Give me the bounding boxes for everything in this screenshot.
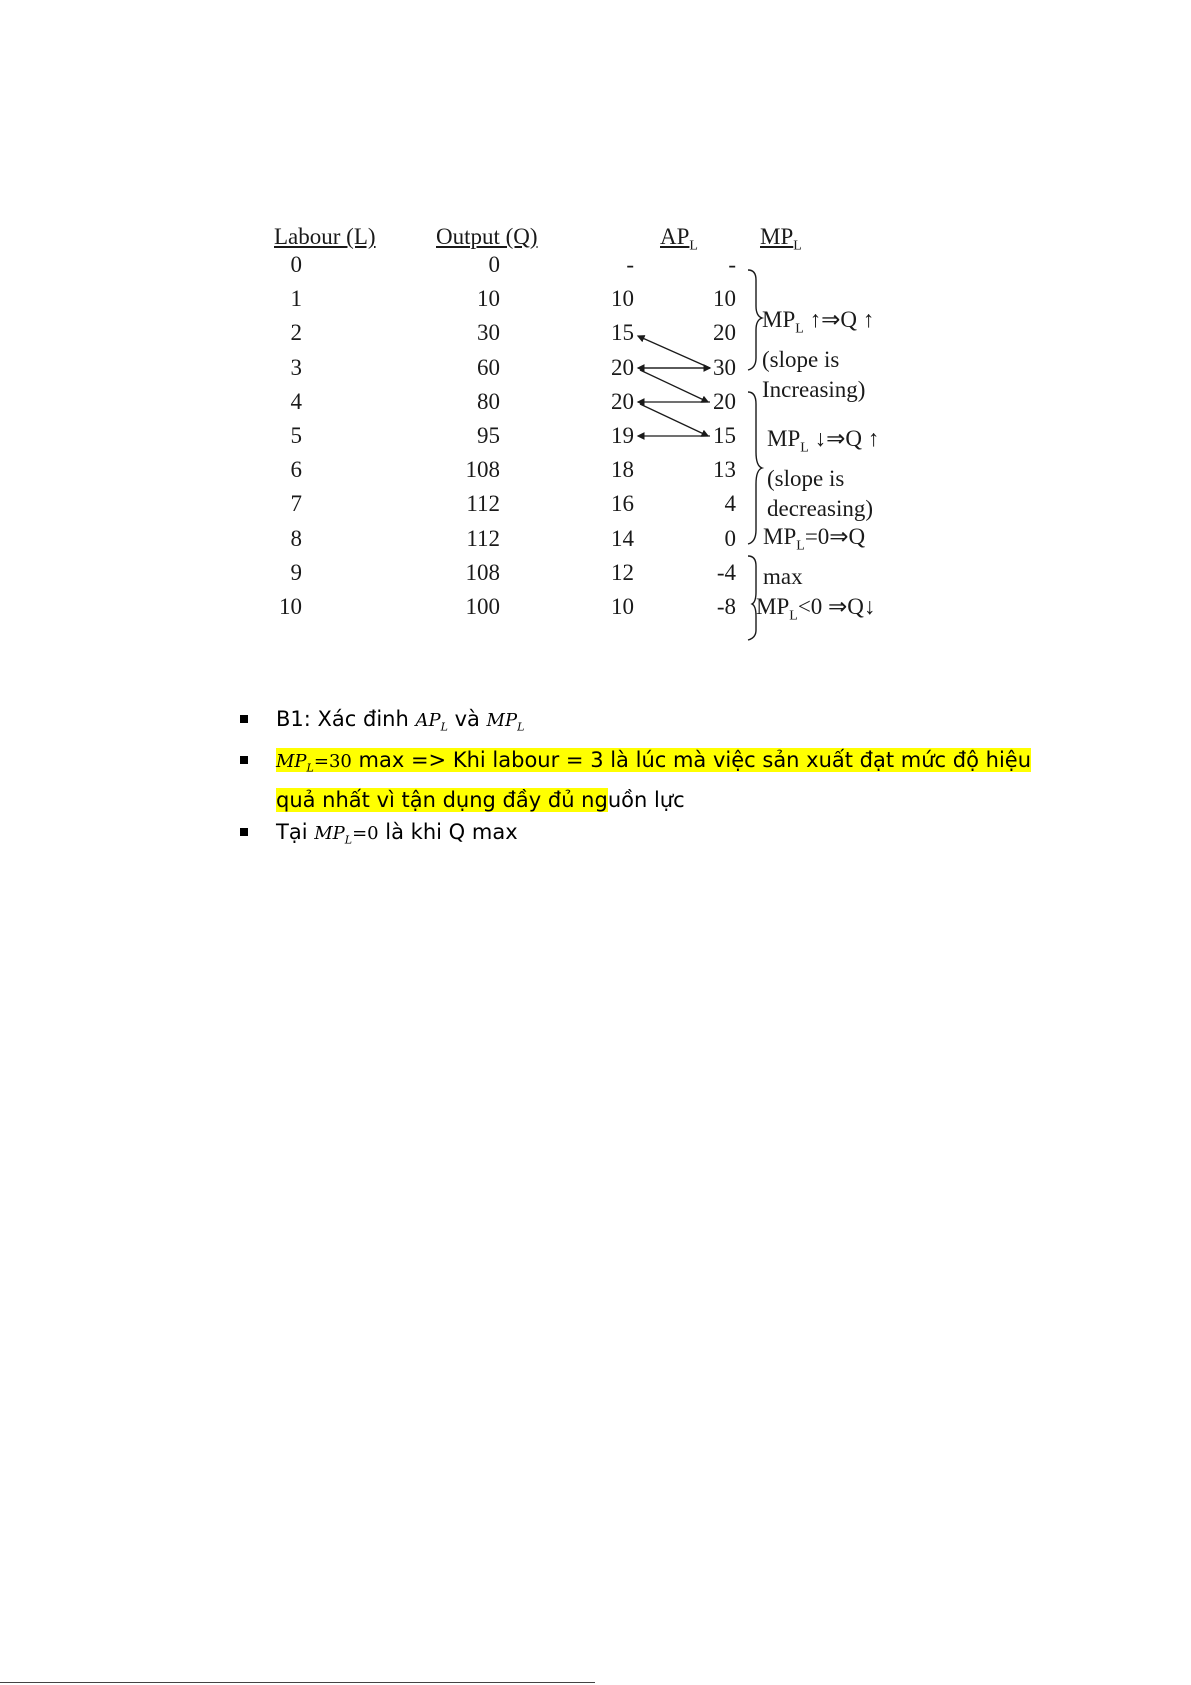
table-cell-mp: 13	[713, 457, 736, 483]
production-table-figure	[262, 224, 982, 690]
table-cell-ap: 18	[611, 457, 634, 483]
table-cell-mp: 4	[724, 491, 736, 517]
bullet-item-3: Tại $MP_L=0$ là khi Q max	[240, 816, 1060, 857]
bullet-item-2: $MP_L=30$ max => Khi labour = 3 là lúc mà việc sản xuất đạt mức độ hiệu quả nhất vì tận dụng đầy đủ nguồn lực	[240, 744, 1060, 817]
table-cell-l: 5	[290, 423, 302, 448]
table-cell-ap: 16	[611, 491, 634, 517]
brace-negative	[748, 556, 756, 640]
table-cell-ap: 10	[611, 286, 634, 312]
table-cell-l: 3	[290, 354, 302, 380]
note-increasing: $MP_L$ ↑⇒Q ↑ (slope is Increasing)	[762, 307, 875, 402]
header-labour: Labour (L)	[274, 224, 376, 249]
table-cell-l: 8	[290, 525, 302, 551]
highlighted-text: $MP_L=30$ max => Khi labour = 3 là lúc mà việc sản xuất đạt mức độ hiệu quả nhất vì tận dụng đầy đủ ng	[276, 747, 1032, 813]
table-cell-q: 100	[465, 594, 500, 619]
table-cell-ap: 20	[611, 354, 634, 380]
table-cell-mp: 0	[724, 525, 736, 551]
table-cell-mp: 20	[713, 320, 736, 346]
arrow-ap3-to-mp4	[640, 370, 708, 402]
table-cell-l: 2	[290, 320, 302, 346]
table-cell-mp: -4	[716, 559, 736, 585]
header-output: Output (Q)	[436, 224, 538, 249]
table-cell-l: 1	[290, 286, 302, 312]
table-cell-l: 7	[290, 491, 302, 517]
table-cell-q: 112	[466, 491, 500, 517]
bullet-item-1: B1: Xác đinh $AP_L$ và $MP_L$	[240, 703, 1060, 744]
table-cell-ap: 20	[611, 388, 634, 414]
brace-increasing	[748, 270, 762, 370]
table-cell-q: 108	[465, 559, 500, 585]
table-cell-q: 108	[465, 457, 500, 483]
arrow-mp3-to-ap2	[638, 336, 710, 368]
table-cell-q: 10	[477, 286, 500, 312]
table-cell-mp: 15	[713, 423, 736, 448]
table-cell-ap: 15	[611, 320, 634, 346]
table-cell-q: 80	[477, 388, 500, 414]
table-cell-ap: 19	[611, 423, 634, 448]
table-cell-mp: 30	[713, 354, 736, 380]
header-apl: $AP_L$	[660, 224, 698, 254]
table-cell-l: 0	[290, 252, 302, 277]
table-cell-q: 112	[466, 525, 500, 551]
header-mpl: $MP_L$	[760, 224, 802, 254]
arrow-ap4-to-mp5	[640, 404, 708, 436]
table-cell-ap: 10	[611, 594, 634, 619]
table-cell-ap: 14	[611, 525, 634, 551]
table-cell-l: 4	[290, 388, 302, 414]
table-cell-mp: -8	[716, 594, 736, 619]
table-cell-mp: -	[728, 252, 736, 277]
table-cell-mp: 20	[713, 388, 736, 414]
bullet-list	[240, 703, 1060, 857]
table-cell-l: 6	[290, 457, 302, 483]
table-cell-q: 95	[477, 423, 500, 448]
table-cell-q: 0	[488, 252, 500, 277]
table-cell-q: 30	[477, 320, 500, 346]
table-cell-l: 9	[290, 559, 302, 585]
bullet-square-icon	[240, 756, 248, 764]
table-cell-l: 10	[279, 594, 302, 619]
table-cell-ap: -	[626, 252, 634, 277]
bullet-square-icon	[240, 715, 248, 723]
table-cell-ap: 12	[611, 559, 634, 585]
brace-decreasing	[748, 392, 762, 544]
note-negative: $MP_L<0$ ⇒Q↓	[756, 594, 876, 624]
note-q-max: $MP_L=0\Rightarrow Q$ max	[763, 524, 866, 589]
note-decreasing: $MP_L$ ↓⇒Q ↑ (slope is decreasing)	[767, 426, 880, 521]
table-cell-q: 60	[477, 354, 500, 380]
table-cell-mp: 10	[713, 286, 736, 312]
bullet-square-icon	[240, 828, 248, 836]
footnote-separator	[0, 1682, 595, 1683]
